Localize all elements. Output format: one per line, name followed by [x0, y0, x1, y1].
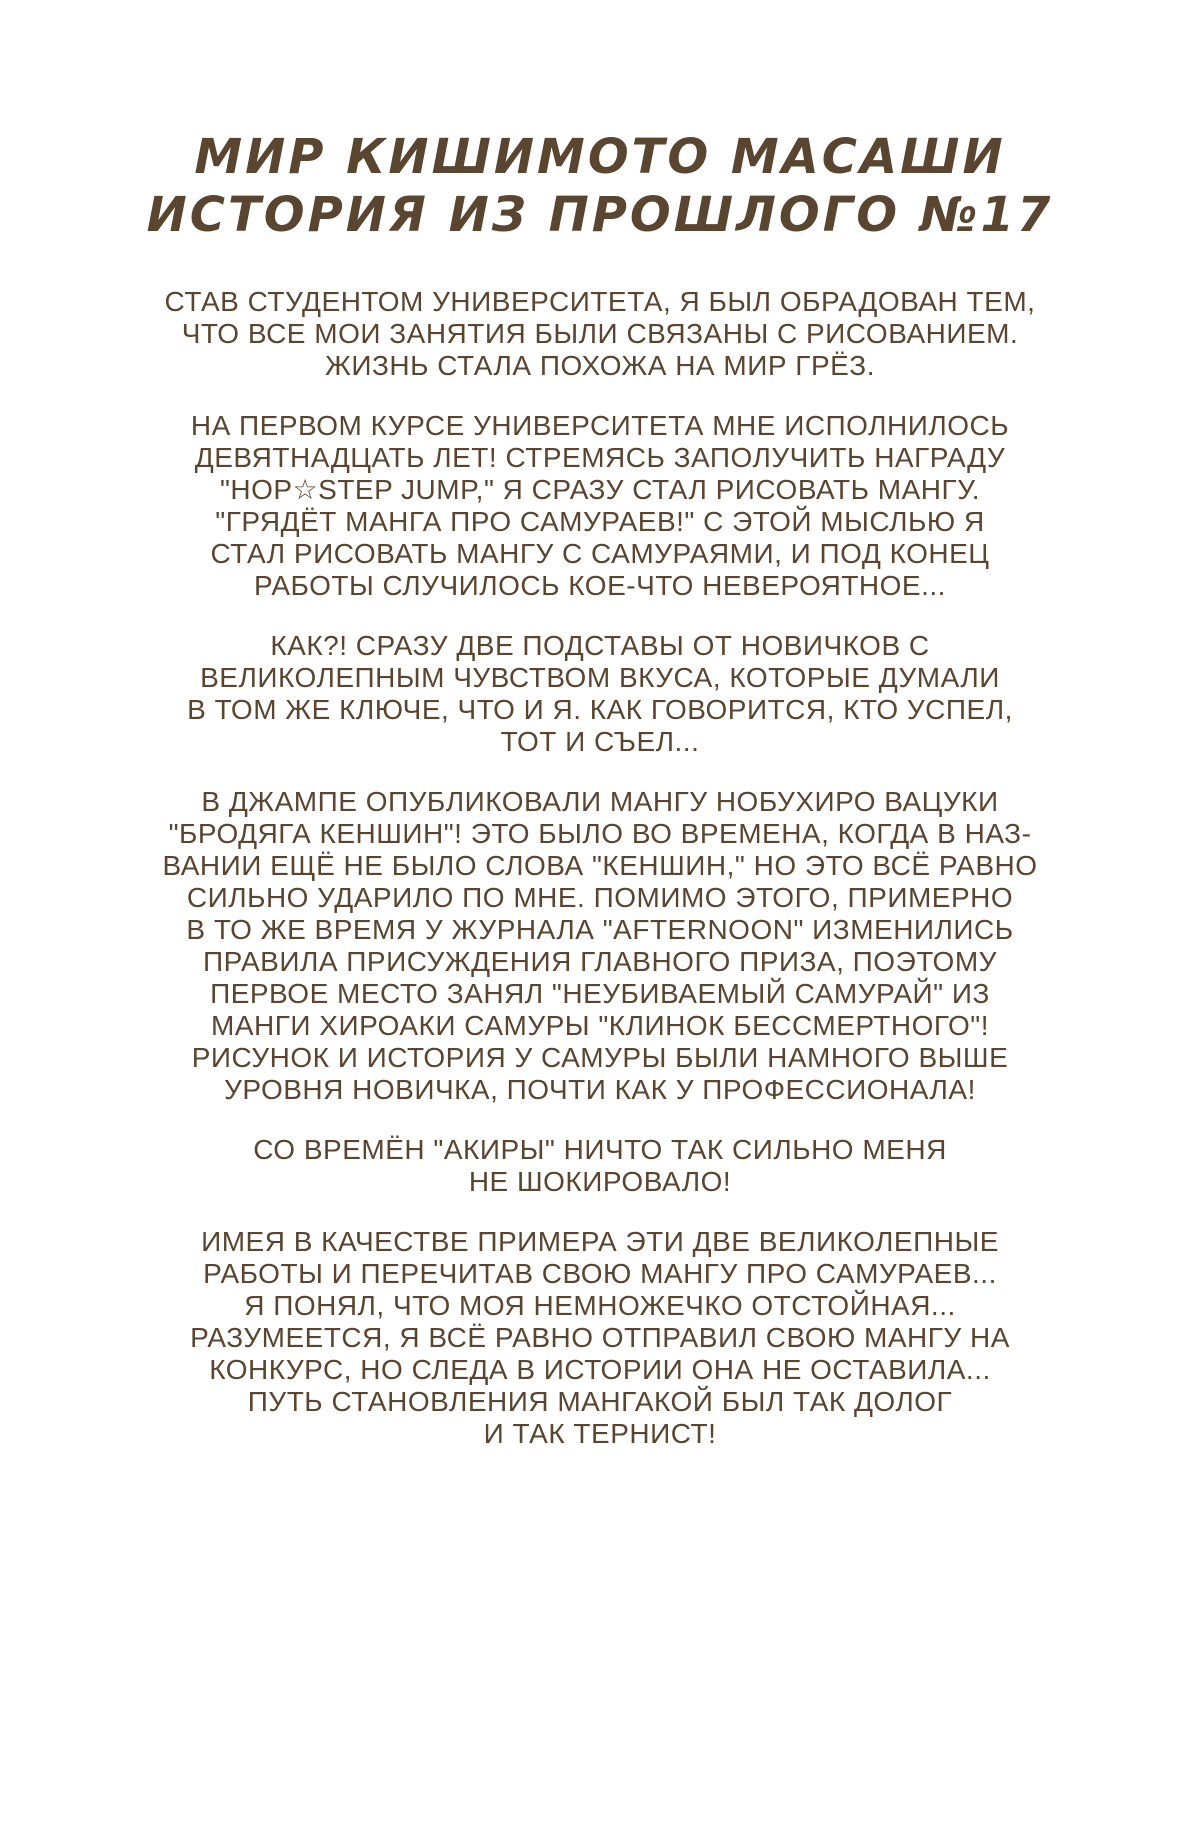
text-line: ЖИЗНЬ СТАЛА ПОХОЖА НА МИР ГРЁЗ.	[324, 350, 875, 381]
text-line: ПРАВИЛА ПРИСУЖДЕНИЯ ГЛАВНОГО ПРИЗА, ПОЭТОМУ	[203, 946, 997, 977]
text-line: ВЕЛИКОЛЕПНЫМ ЧУВСТВОМ ВКУСА, КОТОРЫЕ ДУМАЛИ	[200, 662, 1000, 693]
text-line: РАБОТЫ СЛУЧИЛОСЬ КОЕ-ЧТО НЕВЕРОЯТНОЕ...	[254, 570, 946, 601]
text-line: В ДЖАМПЕ ОПУБЛИКОВАЛИ МАНГУ НОБУХИРО ВАЦУКИ	[201, 786, 999, 817]
text-line: ВАНИИ ЕЩЁ НЕ БЫЛО СЛОВА "КЕНШИН," НО ЭТО ВСЁ РАВНО	[162, 850, 1038, 881]
text-line: ПЕРВОЕ МЕСТО ЗАНЯЛ "НЕУБИВАЕМЫЙ САМУРАЙ" ИЗ	[210, 978, 990, 1009]
text-line: УРОВНЯ НОВИЧКА, ПОЧТИ КАК У ПРОФЕССИОНАЛА!	[224, 1074, 976, 1105]
text-line: ТОТ И СЪЕЛ...	[500, 726, 700, 757]
text-line: СО ВРЕМЁН "АКИРЫ" НИЧТО ТАК СИЛЬНО МЕНЯ	[253, 1134, 947, 1165]
text-line: РИСУНОК И ИСТОРИЯ У САМУРЫ БЫЛИ НАМНОГО ВЫШЕ	[191, 1042, 1009, 1073]
text-line: В ТО ЖЕ ВРЕМЯ У ЖУРНАЛА "AFTERNOON" ИЗМЕНИЛИСЬ	[186, 914, 1014, 945]
title-line: МИР КИШИМОТО МАСАШИ	[194, 129, 1006, 185]
text-line: СИЛЬНО УДАРИЛО ПО МНЕ. ПОМИМО ЭТОГО, ПРИМЕРНО	[186, 882, 1014, 913]
text-line: НА ПЕРВОМ КУРСЕ УНИВЕРСИТЕТА МНЕ ИСПОЛНИЛОСЬ	[190, 410, 1010, 441]
text-line: МАНГИ ХИРОАКИ САМУРЫ "КЛИНОК БЕССМЕРТНОГО"!	[211, 1010, 989, 1041]
page-title	[0, 128, 1200, 244]
paragraph-2	[100, 410, 1100, 602]
text-line: Я ПОНЯЛ, ЧТО МОЯ НЕМНОЖЕЧКО ОТСТОЙНАЯ...	[244, 1290, 956, 1321]
article-body	[100, 286, 1100, 1478]
text-line: КОНКУРС, НО СЛЕДА В ИСТОРИИ ОНА НЕ ОСТАВИЛА...	[209, 1354, 991, 1385]
text-line: ДЕВЯТНАДЦАТЬ ЛЕТ! СТРЕМЯСЬ ЗАПОЛУЧИТЬ НАГРАДУ	[194, 442, 1006, 473]
text-line: "БРОДЯГА КЕНШИН"! ЭТО БЫЛО ВО ВРЕМЕНА, КОГДА В НАЗ-	[168, 818, 1032, 849]
text-line: ПУТЬ СТАНОВЛЕНИЯ МАНГАКОЙ БЫЛ ТАК ДОЛОГ	[247, 1386, 953, 1417]
text-line: НЕ ШОКИРОВАЛО!	[468, 1166, 732, 1197]
paragraph-1	[100, 286, 1100, 382]
title-line: ИСТОРИЯ ИЗ ПРОШЛОГО №17	[146, 187, 1054, 243]
text-line: РАЗУМЕЕТСЯ, Я ВСЁ РАВНО ОТПРАВИЛ СВОЮ МАНГУ НА	[190, 1322, 1010, 1353]
text-line: РАБОТЫ И ПЕРЕЧИТАВ СВОЮ МАНГУ ПРО САМУРАЕВ...	[203, 1258, 997, 1289]
paragraph-3	[100, 630, 1100, 758]
text-line: "ГРЯДЁТ МАНГА ПРО САМУРАЕВ!" С ЭТОЙ МЫСЛЬЮ Я	[215, 506, 985, 537]
text-line: "HOP☆STEP JUMP," Я СРАЗУ СТАЛ РИСОВАТЬ МАНГУ.	[219, 474, 981, 505]
text-line: ЧТО ВСЕ МОИ ЗАНЯТИЯ БЫЛИ СВЯЗАНЫ С РИСОВАНИЕМ.	[181, 318, 1019, 349]
text-line: И ТАК ТЕРНИСТ!	[483, 1418, 717, 1449]
text-line: СТАВ СТУДЕНТОМ УНИВЕРСИТЕТА, Я БЫЛ ОБРАДОВАН ТЕМ,	[164, 286, 1036, 317]
paragraph-5	[100, 1134, 1100, 1198]
text-line: КАК?! СРАЗУ ДВЕ ПОДСТАВЫ ОТ НОВИЧКОВ С	[270, 630, 930, 661]
text-line: ИМЕЯ В КАЧЕСТВЕ ПРИМЕРА ЭТИ ДВЕ ВЕЛИКОЛЕПНЫЕ	[201, 1226, 999, 1257]
paragraph-4	[100, 786, 1100, 1106]
text-line: СТАЛ РИСОВАТЬ МАНГУ С САМУРАЯМИ, И ПОД КОНЕЦ	[210, 538, 990, 569]
text-line: В ТОМ ЖЕ КЛЮЧЕ, ЧТО И Я. КАК ГОВОРИТСЯ, КТО УСПЕЛ,	[187, 694, 1013, 725]
paragraph-6	[100, 1226, 1100, 1450]
